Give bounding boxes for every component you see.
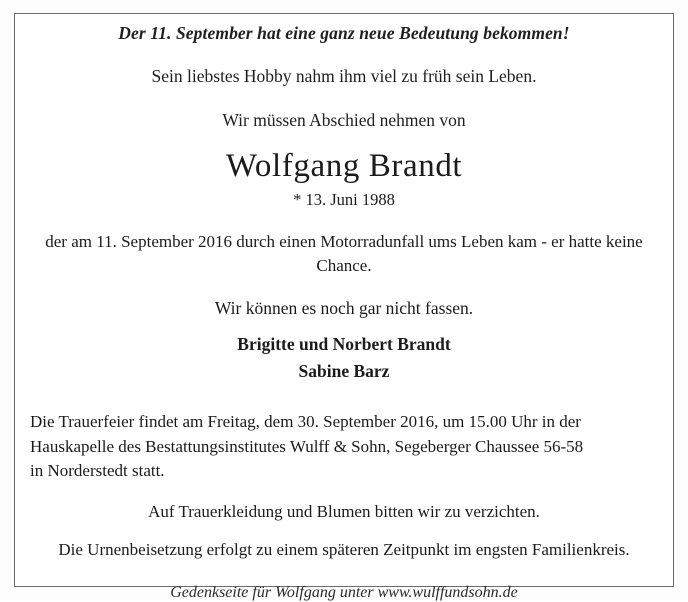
death-line-2: er hatte keine Chance.: [316, 231, 643, 275]
grief-statement: Wir können es noch gar nicht fassen.: [214, 297, 474, 318]
ceremony-details: [30, 410, 658, 484]
obituary-headline: Der 11. September hat eine ganz neue Bedeutung bekommen!: [118, 23, 570, 43]
deceased-name: Wolfgang Brandt: [225, 148, 463, 185]
ceremony-line-3: in Norderstedt statt.: [30, 461, 165, 481]
ceremony-line-1: Die Trauerfeier findet am Freitag, dem 30. September 2016, um 15.00 Uhr in der: [30, 412, 581, 432]
ceremony-line-2: Hauskapelle des Bestattungsinstitutes Wulff & Sohn, Segeberger Chaussee 56-58: [30, 436, 584, 456]
memorial-page-link: Gedenkseite für Wolfgang unter www.wulffundsohn.de: [170, 584, 518, 601]
obituary-subline-hobby: Sein liebstes Hobby nahm ihm viel zu früh sein Leben.: [151, 66, 537, 87]
obituary-content: [30, 22, 658, 602]
death-line-1: der am 11. September 2016 durch einen Motorradunfall ums Leben kam -: [45, 231, 547, 251]
family-names-parents: Brigitte und Norbert Brandt: [237, 333, 451, 354]
dress-request: Auf Trauerkleidung und Blumen bitten wir zu verzichten.: [148, 502, 540, 521]
family-names-sibling: Sabine Barz: [298, 361, 390, 382]
urn-burial-note: Die Urnenbeisetzung erfolgt zu einem späteren Zeitpunkt im engsten Familienkreis.: [58, 540, 630, 559]
birth-date: * 13. Juni 1988: [293, 189, 395, 209]
death-circumstances: [30, 230, 658, 278]
obituary-subline-farewell: Wir müssen Abschied nehmen von: [222, 110, 466, 131]
